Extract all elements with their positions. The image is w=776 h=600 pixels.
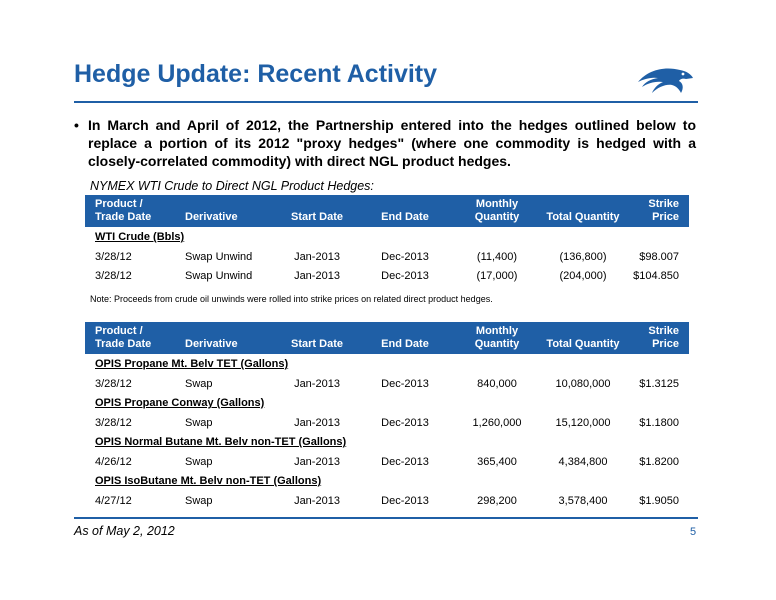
header-product: Product / Trade Date — [95, 325, 152, 350]
total-quantity-cell: 4,384,800 — [558, 455, 608, 468]
monthly-quantity-cell: 840,000 — [477, 377, 517, 390]
trade-date-cell: 4/26/12 — [95, 455, 132, 468]
strike-price-cell: $1.3125 — [639, 377, 679, 390]
table-body — [85, 354, 689, 510]
commodity-group-label: WTI Crude (Bbls) — [95, 231, 185, 243]
strike-price-cell: $104.850 — [633, 269, 679, 282]
derivative-cell: Swap — [185, 416, 213, 429]
eagle-logo-icon — [636, 62, 694, 102]
strike-price-cell: $98.007 — [639, 250, 679, 263]
trade-date-cell: 3/28/12 — [95, 377, 132, 390]
trade-date-cell: 3/28/12 — [95, 269, 132, 282]
bullet-dot: • — [74, 117, 79, 133]
strike-price-cell: $1.1800 — [639, 416, 679, 429]
start-date-cell: Jan-2013 — [294, 416, 340, 429]
total-quantity-cell: (136,800) — [559, 250, 607, 263]
monthly-quantity-cell: 298,200 — [477, 494, 517, 507]
derivative-cell: Swap — [185, 377, 213, 390]
header-end-date: End Date — [381, 338, 429, 350]
commodity-group-row — [85, 432, 689, 452]
table-row — [85, 247, 689, 266]
total-quantity-cell: (204,000) — [559, 269, 607, 282]
bullet-text: In March and April of 2012, the Partnership entered into the hedges outlined below to replace a portion of its 2012 "proxy hedges" (where one commodity is hedged with a closely-correlated commodity) with direct NGL product hedges. — [88, 117, 696, 169]
commodity-group-label: OPIS Normal Butane Mt. Belv non-TET (Gallons) — [95, 436, 347, 448]
start-date-cell: Jan-2013 — [294, 269, 340, 282]
header-monthly-quantity: Monthly Quantity — [474, 325, 520, 350]
title-rule — [74, 101, 698, 103]
page-number: 5 — [690, 526, 697, 538]
crude-unwind-table — [85, 195, 689, 285]
strike-price-cell: $1.9050 — [639, 494, 679, 507]
strike-price-cell: $1.8200 — [639, 455, 679, 468]
header-product: Product / Trade Date — [95, 198, 152, 223]
total-quantity-cell: 10,080,000 — [555, 377, 611, 390]
bullet-point — [74, 116, 696, 170]
commodity-group-row — [85, 227, 689, 247]
commodity-group-row — [85, 393, 689, 413]
start-date-cell: Jan-2013 — [294, 455, 340, 468]
table-header-row — [85, 195, 689, 227]
derivative-cell: Swap — [185, 494, 213, 507]
trade-date-cell: 3/28/12 — [95, 416, 132, 429]
header-end-date: End Date — [381, 211, 429, 223]
header-monthly-quantity: Monthly Quantity — [474, 198, 520, 223]
table-row — [85, 491, 689, 510]
start-date-cell: Jan-2013 — [294, 250, 340, 263]
table-row — [85, 452, 689, 471]
monthly-quantity-cell: (11,400) — [476, 250, 518, 263]
monthly-quantity-cell: 365,400 — [477, 455, 517, 468]
header-strike-price: Strike Price — [648, 198, 679, 223]
monthly-quantity-cell: (17,000) — [476, 269, 518, 282]
start-date-cell: Jan-2013 — [294, 494, 340, 507]
header-strike-price: Strike Price — [648, 325, 679, 350]
end-date-cell: Dec-2013 — [381, 269, 429, 282]
as-of-date: As of May 2, 2012 — [74, 524, 175, 538]
end-date-cell: Dec-2013 — [381, 377, 429, 390]
end-date-cell: Dec-2013 — [381, 455, 429, 468]
slide-title: Hedge Update: Recent Activity — [74, 60, 438, 88]
end-date-cell: Dec-2013 — [381, 494, 429, 507]
commodity-group-label: OPIS IsoButane Mt. Belv non-TET (Gallons) — [95, 475, 322, 487]
table-row — [85, 413, 689, 432]
table-note: Note: Proceeds from crude oil unwinds were rolled into strike prices on related direct product hedges. — [90, 294, 493, 304]
derivative-cell: Swap Unwind — [185, 269, 253, 282]
header-start-date: Start Date — [291, 211, 343, 223]
end-date-cell: Dec-2013 — [381, 250, 429, 263]
ngl-product-hedge-table — [85, 322, 689, 510]
header-start-date: Start Date — [291, 338, 343, 350]
commodity-group-label: OPIS Propane Mt. Belv TET (Gallons) — [95, 358, 289, 370]
trade-date-cell: 3/28/12 — [95, 250, 132, 263]
table-header-row — [85, 322, 689, 354]
end-date-cell: Dec-2013 — [381, 416, 429, 429]
commodity-group-row — [85, 471, 689, 491]
derivative-cell: Swap — [185, 455, 213, 468]
derivative-cell: Swap Unwind — [185, 250, 253, 263]
header-total-quantity: Total Quantity — [546, 211, 620, 223]
table-body — [85, 227, 689, 285]
table-subtitle: NYMEX WTI Crude to Direct NGL Product Hedges: — [90, 179, 374, 193]
total-quantity-cell: 15,120,000 — [555, 416, 611, 429]
commodity-group-label: OPIS Propane Conway (Gallons) — [95, 397, 265, 409]
commodity-group-row — [85, 354, 689, 374]
header-derivative: Derivative — [185, 338, 238, 350]
footer-rule — [74, 517, 698, 519]
header-total-quantity: Total Quantity — [546, 338, 620, 350]
monthly-quantity-cell: 1,260,000 — [472, 416, 522, 429]
trade-date-cell: 4/27/12 — [95, 494, 132, 507]
total-quantity-cell: 3,578,400 — [558, 494, 608, 507]
table-row — [85, 266, 689, 285]
start-date-cell: Jan-2013 — [294, 377, 340, 390]
table-row — [85, 374, 689, 393]
header-derivative: Derivative — [185, 211, 238, 223]
